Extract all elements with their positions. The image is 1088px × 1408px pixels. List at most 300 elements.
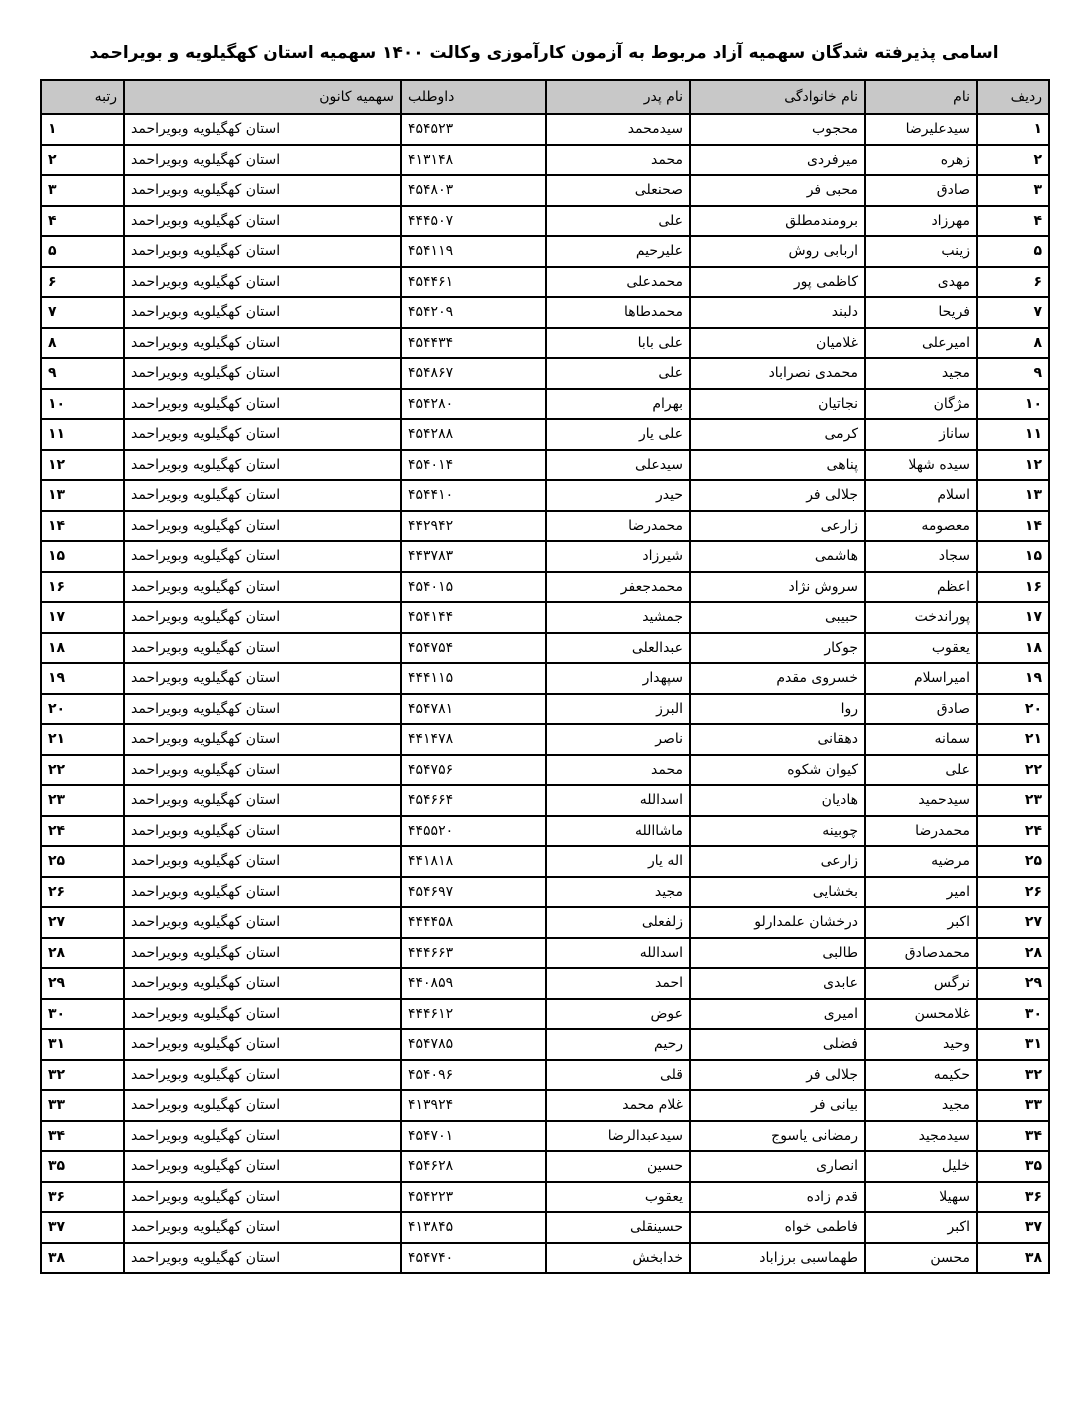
row-number-cell: ۲۳ [977, 785, 1049, 816]
father-name-cell: محمد [546, 755, 690, 786]
quota-cell: استان کهگیلویه وبویراحمد [124, 1090, 401, 1121]
quota-cell: استان کهگیلویه وبویراحمد [124, 1182, 401, 1213]
quota-cell: استان کهگیلویه وبویراحمد [124, 1151, 401, 1182]
rank-cell: ۲۱ [41, 724, 124, 755]
quota-cell: استان کهگیلویه وبویراحمد [124, 999, 401, 1030]
first-name-cell: مجید [865, 358, 977, 389]
quota-cell: استان کهگیلویه وبویراحمد [124, 755, 401, 786]
rank-cell: ۲۵ [41, 846, 124, 877]
first-name-cell: مجید [865, 1090, 977, 1121]
first-name-cell: سمانه [865, 724, 977, 755]
family-name-cell: عابدی [690, 968, 865, 999]
rank-cell: ۳۴ [41, 1121, 124, 1152]
row-number-cell: ۳۰ [977, 999, 1049, 1030]
quota-cell: استان کهگیلویه وبویراحمد [124, 511, 401, 542]
candidate-number-cell: ۴۵۴۷۸۵ [401, 1029, 546, 1060]
table-row [41, 297, 1049, 328]
family-name-cell: کیوان شکوه [690, 755, 865, 786]
rank-cell: ۱۳ [41, 480, 124, 511]
father-name-cell: احمد [546, 968, 690, 999]
table-row [41, 541, 1049, 572]
table-row [41, 602, 1049, 633]
table-row [41, 511, 1049, 542]
table-row [41, 1212, 1049, 1243]
quota-cell: استان کهگیلویه وبویراحمد [124, 206, 401, 237]
father-name-cell: محمدطاها [546, 297, 690, 328]
row-number-cell: ۱۳ [977, 480, 1049, 511]
rank-cell: ۳۵ [41, 1151, 124, 1182]
header-rank: رتبه [41, 80, 124, 114]
row-number-cell: ۶ [977, 267, 1049, 298]
family-name-cell: محبی فر [690, 175, 865, 206]
rank-cell: ۲۸ [41, 938, 124, 969]
table-row [41, 389, 1049, 420]
table-row [41, 267, 1049, 298]
rank-cell: ۲۴ [41, 816, 124, 847]
family-name-cell: زارعی [690, 846, 865, 877]
table-row [41, 877, 1049, 908]
family-name-cell: دهقانی [690, 724, 865, 755]
father-name-cell: اسدالله [546, 938, 690, 969]
table-row [41, 633, 1049, 664]
first-name-cell: فریحا [865, 297, 977, 328]
father-name-cell: سیدمحمد [546, 114, 690, 145]
quota-cell: استان کهگیلویه وبویراحمد [124, 846, 401, 877]
father-name-cell: ناصر [546, 724, 690, 755]
table-row [41, 846, 1049, 877]
first-name-cell: زینب [865, 236, 977, 267]
table-row [41, 1121, 1049, 1152]
first-name-cell: اعظم [865, 572, 977, 603]
candidate-number-cell: ۴۴۴۱۱۵ [401, 663, 546, 694]
first-name-cell: وحید [865, 1029, 977, 1060]
candidate-number-cell: ۴۴۰۸۵۹ [401, 968, 546, 999]
quota-cell: استان کهگیلویه وبویراحمد [124, 297, 401, 328]
candidate-number-cell: ۴۴۱۴۷۸ [401, 724, 546, 755]
row-number-cell: ۲۲ [977, 755, 1049, 786]
family-name-cell: محجوب [690, 114, 865, 145]
rank-cell: ۱۱ [41, 419, 124, 450]
table-row [41, 724, 1049, 755]
row-number-cell: ۸ [977, 328, 1049, 359]
row-number-cell: ۱۵ [977, 541, 1049, 572]
first-name-cell: ساناز [865, 419, 977, 450]
table-row [41, 358, 1049, 389]
first-name-cell: امیر [865, 877, 977, 908]
row-number-cell: ۷ [977, 297, 1049, 328]
candidate-number-cell: ۴۴۱۸۱۸ [401, 846, 546, 877]
quota-cell: استان کهگیلویه وبویراحمد [124, 145, 401, 176]
first-name-cell: اسلام [865, 480, 977, 511]
quota-cell: استان کهگیلویه وبویراحمد [124, 419, 401, 450]
rank-cell: ۳ [41, 175, 124, 206]
rank-cell: ۷ [41, 297, 124, 328]
family-name-cell: محمدی نصراباد [690, 358, 865, 389]
row-number-cell: ۱۲ [977, 450, 1049, 481]
first-name-cell: زهره [865, 145, 977, 176]
row-number-cell: ۲۹ [977, 968, 1049, 999]
rank-cell: ۲ [41, 145, 124, 176]
family-name-cell: حبیبی [690, 602, 865, 633]
father-name-cell: سیدعلی [546, 450, 690, 481]
rank-cell: ۶ [41, 267, 124, 298]
candidate-number-cell: ۴۵۴۲۰۹ [401, 297, 546, 328]
row-number-cell: ۱۶ [977, 572, 1049, 603]
father-name-cell: جمشید [546, 602, 690, 633]
father-name-cell: سیدعبدالرضا [546, 1121, 690, 1152]
father-name-cell: بهرام [546, 389, 690, 420]
table-row [41, 480, 1049, 511]
quota-cell: استان کهگیلویه وبویراحمد [124, 1212, 401, 1243]
first-name-cell: یعقوب [865, 633, 977, 664]
candidate-number-cell: ۴۵۴۰۱۵ [401, 572, 546, 603]
rank-cell: ۱۰ [41, 389, 124, 420]
father-name-cell: علی [546, 358, 690, 389]
rank-cell: ۳۸ [41, 1243, 124, 1274]
family-name-cell: امیری [690, 999, 865, 1030]
father-name-cell: البرز [546, 694, 690, 725]
rank-cell: ۱۵ [41, 541, 124, 572]
first-name-cell: سجاد [865, 541, 977, 572]
table-row [41, 907, 1049, 938]
rank-cell: ۱۸ [41, 633, 124, 664]
candidate-number-cell: ۴۱۳۱۴۸ [401, 145, 546, 176]
candidate-number-cell: ۴۴۴۶۶۳ [401, 938, 546, 969]
table-row [41, 816, 1049, 847]
father-name-cell: عوض [546, 999, 690, 1030]
row-number-cell: ۲۱ [977, 724, 1049, 755]
father-name-cell: قلی [546, 1060, 690, 1091]
father-name-cell: یعقوب [546, 1182, 690, 1213]
candidate-number-cell: ۴۵۴۶۶۴ [401, 785, 546, 816]
row-number-cell: ۱۴ [977, 511, 1049, 542]
first-name-cell: نرگس [865, 968, 977, 999]
candidate-number-cell: ۴۴۳۷۸۳ [401, 541, 546, 572]
father-name-cell: عبدالعلی [546, 633, 690, 664]
row-number-cell: ۳ [977, 175, 1049, 206]
rank-cell: ۱۲ [41, 450, 124, 481]
family-name-cell: دلبند [690, 297, 865, 328]
candidate-number-cell: ۴۵۴۷۵۴ [401, 633, 546, 664]
quota-cell: استان کهگیلویه وبویراحمد [124, 480, 401, 511]
candidate-number-cell: ۴۵۴۲۸۰ [401, 389, 546, 420]
row-number-cell: ۵ [977, 236, 1049, 267]
family-name-cell: جوکار [690, 633, 865, 664]
father-name-cell: اسدالله [546, 785, 690, 816]
table-header-row [41, 80, 1049, 114]
row-number-cell: ۳۶ [977, 1182, 1049, 1213]
family-name-cell: خسروی مقدم [690, 663, 865, 694]
family-name-cell: کاظمی پور [690, 267, 865, 298]
candidate-number-cell: ۴۵۴۲۲۳ [401, 1182, 546, 1213]
quota-cell: استان کهگیلویه وبویراحمد [124, 1029, 401, 1060]
table-row [41, 968, 1049, 999]
rank-cell: ۳۶ [41, 1182, 124, 1213]
family-name-cell: هاشمی [690, 541, 865, 572]
family-name-cell: جلالی فر [690, 480, 865, 511]
table-row [41, 1182, 1049, 1213]
row-number-cell: ۲ [977, 145, 1049, 176]
first-name-cell: مژگان [865, 389, 977, 420]
family-name-cell: روا [690, 694, 865, 725]
table-row [41, 419, 1049, 450]
father-name-cell: شیرزاد [546, 541, 690, 572]
family-name-cell: چوبینه [690, 816, 865, 847]
table-row [41, 450, 1049, 481]
first-name-cell: محمدرضا [865, 816, 977, 847]
first-name-cell: محمدصادق [865, 938, 977, 969]
header-quota: سهمیه کانون [124, 80, 401, 114]
candidate-number-cell: ۴۴۴۵۰۷ [401, 206, 546, 237]
table-body [41, 114, 1049, 1273]
father-name-cell: محمدجعفر [546, 572, 690, 603]
candidate-number-cell: ۴۵۴۱۱۹ [401, 236, 546, 267]
first-name-cell: سیدعلیرضا [865, 114, 977, 145]
row-number-cell: ۳۵ [977, 1151, 1049, 1182]
row-number-cell: ۲۸ [977, 938, 1049, 969]
father-name-cell: علیرحیم [546, 236, 690, 267]
first-name-cell: علی [865, 755, 977, 786]
family-name-cell: سروش نژاد [690, 572, 865, 603]
father-name-cell: محمد [546, 145, 690, 176]
family-name-cell: انصاری [690, 1151, 865, 1182]
candidate-number-cell: ۴۱۳۸۴۵ [401, 1212, 546, 1243]
father-name-cell: اله یار [546, 846, 690, 877]
first-name-cell: صادق [865, 694, 977, 725]
row-number-cell: ۳۱ [977, 1029, 1049, 1060]
rank-cell: ۲۹ [41, 968, 124, 999]
candidate-number-cell: ۴۵۴۶۹۷ [401, 877, 546, 908]
quota-cell: استان کهگیلویه وبویراحمد [124, 541, 401, 572]
page-title: اسامی پذیرفته شدگان سهمیه آزاد مربوط به آزمون کارآموزی وکالت ۱۴۰۰ سهمیه استان کهگیلویه و بویراحمد [89, 43, 999, 63]
first-name-cell: امیرعلی [865, 328, 977, 359]
rank-cell: ۲۷ [41, 907, 124, 938]
table-row [41, 206, 1049, 237]
row-number-cell: ۲۰ [977, 694, 1049, 725]
first-name-cell: مهرزاد [865, 206, 977, 237]
results-table [40, 79, 1050, 1274]
first-name-cell: سیدحمید [865, 785, 977, 816]
candidate-number-cell: ۴۴۴۴۵۸ [401, 907, 546, 938]
father-name-cell: مجید [546, 877, 690, 908]
table-row [41, 999, 1049, 1030]
first-name-cell: سیدمجید [865, 1121, 977, 1152]
quota-cell: استان کهگیلویه وبویراحمد [124, 114, 401, 145]
family-name-cell: غلامیان [690, 328, 865, 359]
father-name-cell: حسینقلی [546, 1212, 690, 1243]
first-name-cell: خلیل [865, 1151, 977, 1182]
table-row [41, 938, 1049, 969]
quota-cell: استان کهگیلویه وبویراحمد [124, 358, 401, 389]
candidate-number-cell: ۴۱۳۹۲۴ [401, 1090, 546, 1121]
candidate-number-cell: ۴۵۴۰۱۴ [401, 450, 546, 481]
father-name-cell: محمدعلی [546, 267, 690, 298]
father-name-cell: علی یار [546, 419, 690, 450]
row-number-cell: ۱۱ [977, 419, 1049, 450]
row-number-cell: ۳۲ [977, 1060, 1049, 1091]
rank-cell: ۳۲ [41, 1060, 124, 1091]
table-row [41, 1151, 1049, 1182]
father-name-cell: صحنعلی [546, 175, 690, 206]
family-name-cell: درخشان علمدارلو [690, 907, 865, 938]
row-number-cell: ۲۷ [977, 907, 1049, 938]
quota-cell: استان کهگیلویه وبویراحمد [124, 785, 401, 816]
table-row [41, 114, 1049, 145]
header-row-number: ردیف [977, 80, 1049, 114]
quota-cell: استان کهگیلویه وبویراحمد [124, 572, 401, 603]
first-name-cell: پوراندخت [865, 602, 977, 633]
candidate-number-cell: ۴۵۴۱۴۴ [401, 602, 546, 633]
row-number-cell: ۱۸ [977, 633, 1049, 664]
table-row [41, 785, 1049, 816]
table-row [41, 755, 1049, 786]
first-name-cell: سیده شهلا [865, 450, 977, 481]
candidate-number-cell: ۴۴۵۵۲۰ [401, 816, 546, 847]
quota-cell: استان کهگیلویه وبویراحمد [124, 663, 401, 694]
quota-cell: استان کهگیلویه وبویراحمد [124, 724, 401, 755]
family-name-cell: پناهی [690, 450, 865, 481]
candidate-number-cell: ۴۴۴۶۱۲ [401, 999, 546, 1030]
family-name-cell: طهماسبی برزاباد [690, 1243, 865, 1274]
rank-cell: ۵ [41, 236, 124, 267]
table-row [41, 145, 1049, 176]
quota-cell: استان کهگیلویه وبویراحمد [124, 968, 401, 999]
candidate-number-cell: ۴۵۴۴۶۱ [401, 267, 546, 298]
candidate-number-cell: ۴۴۲۹۴۲ [401, 511, 546, 542]
table-row [41, 1090, 1049, 1121]
father-name-cell: حیدر [546, 480, 690, 511]
table-row [41, 572, 1049, 603]
quota-cell: استان کهگیلویه وبویراحمد [124, 816, 401, 847]
row-number-cell: ۹ [977, 358, 1049, 389]
family-name-cell: قدم زاده [690, 1182, 865, 1213]
rank-cell: ۹ [41, 358, 124, 389]
rank-cell: ۱۷ [41, 602, 124, 633]
row-number-cell: ۲۵ [977, 846, 1049, 877]
quota-cell: استان کهگیلویه وبویراحمد [124, 328, 401, 359]
table-row [41, 1243, 1049, 1274]
candidate-number-cell: ۴۵۴۸۰۳ [401, 175, 546, 206]
quota-cell: استان کهگیلویه وبویراحمد [124, 602, 401, 633]
family-name-cell: نجاتیان [690, 389, 865, 420]
first-name-cell: سهیلا [865, 1182, 977, 1213]
row-number-cell: ۳۷ [977, 1212, 1049, 1243]
rank-cell: ۴ [41, 206, 124, 237]
first-name-cell: صادق [865, 175, 977, 206]
table-row [41, 1060, 1049, 1091]
quota-cell: استان کهگیلویه وبویراحمد [124, 236, 401, 267]
family-name-cell: فضلی [690, 1029, 865, 1060]
family-name-cell: بیانی فر [690, 1090, 865, 1121]
quota-cell: استان کهگیلویه وبویراحمد [124, 1060, 401, 1091]
family-name-cell: فاطمی خواه [690, 1212, 865, 1243]
rank-cell: ۳۰ [41, 999, 124, 1030]
rank-cell: ۲۰ [41, 694, 124, 725]
candidate-number-cell: ۴۵۴۰۹۶ [401, 1060, 546, 1091]
father-name-cell: محمدرضا [546, 511, 690, 542]
header-father: نام پدر [546, 80, 690, 114]
table-row [41, 236, 1049, 267]
father-name-cell: علی [546, 206, 690, 237]
first-name-cell: غلامحسن [865, 999, 977, 1030]
rank-cell: ۲۳ [41, 785, 124, 816]
table-row [41, 1029, 1049, 1060]
candidate-number-cell: ۴۵۴۷۴۰ [401, 1243, 546, 1274]
candidate-number-cell: ۴۵۴۷۸۱ [401, 694, 546, 725]
quota-cell: استان کهگیلویه وبویراحمد [124, 877, 401, 908]
quota-cell: استان کهگیلویه وبویراحمد [124, 175, 401, 206]
row-number-cell: ۳۴ [977, 1121, 1049, 1152]
rank-cell: ۸ [41, 328, 124, 359]
father-name-cell: علی بابا [546, 328, 690, 359]
father-name-cell: رحیم [546, 1029, 690, 1060]
row-number-cell: ۱۷ [977, 602, 1049, 633]
family-name-cell: هادیان [690, 785, 865, 816]
header-candidate: داوطلب [401, 80, 546, 114]
candidate-number-cell: ۴۵۴۵۲۳ [401, 114, 546, 145]
candidate-number-cell: ۴۵۴۷۰۱ [401, 1121, 546, 1152]
family-name-cell: جلالی فر [690, 1060, 865, 1091]
rank-cell: ۱۴ [41, 511, 124, 542]
quota-cell: استان کهگیلویه وبویراحمد [124, 694, 401, 725]
rank-cell: ۲۲ [41, 755, 124, 786]
quota-cell: استان کهگیلویه وبویراحمد [124, 907, 401, 938]
rank-cell: ۱۶ [41, 572, 124, 603]
table-row [41, 328, 1049, 359]
candidate-number-cell: ۴۵۴۴۳۴ [401, 328, 546, 359]
first-name-cell: معصومه [865, 511, 977, 542]
first-name-cell: مرضیه [865, 846, 977, 877]
family-name-cell: بخشایی [690, 877, 865, 908]
family-name-cell: میرفردی [690, 145, 865, 176]
candidate-number-cell: ۴۵۴۶۲۸ [401, 1151, 546, 1182]
candidate-number-cell: ۴۵۴۴۱۰ [401, 480, 546, 511]
table-row [41, 663, 1049, 694]
rank-cell: ۲۶ [41, 877, 124, 908]
first-name-cell: اکبر [865, 907, 977, 938]
family-name-cell: برومندمطلق [690, 206, 865, 237]
father-name-cell: زلفعلی [546, 907, 690, 938]
row-number-cell: ۱۹ [977, 663, 1049, 694]
first-name-cell: محسن [865, 1243, 977, 1274]
father-name-cell: خدابخش [546, 1243, 690, 1274]
father-name-cell: غلام محمد [546, 1090, 690, 1121]
first-name-cell: مهدی [865, 267, 977, 298]
candidate-number-cell: ۴۵۴۷۵۶ [401, 755, 546, 786]
quota-cell: استان کهگیلویه وبویراحمد [124, 633, 401, 664]
quota-cell: استان کهگیلویه وبویراحمد [124, 938, 401, 969]
candidate-number-cell: ۴۵۴۸۶۷ [401, 358, 546, 389]
row-number-cell: ۲۴ [977, 816, 1049, 847]
family-name-cell: اربابی روش [690, 236, 865, 267]
quota-cell: استان کهگیلویه وبویراحمد [124, 1243, 401, 1274]
row-number-cell: ۱ [977, 114, 1049, 145]
family-name-cell: طالبی [690, 938, 865, 969]
family-name-cell: کرمی [690, 419, 865, 450]
header-family: نام خانوادگی [690, 80, 865, 114]
quota-cell: استان کهگیلویه وبویراحمد [124, 1121, 401, 1152]
table-row [41, 175, 1049, 206]
rank-cell: ۳۱ [41, 1029, 124, 1060]
header-name: نام [865, 80, 977, 114]
first-name-cell: حکیمه [865, 1060, 977, 1091]
quota-cell: استان کهگیلویه وبویراحمد [124, 267, 401, 298]
rank-cell: ۱۹ [41, 663, 124, 694]
table-row [41, 694, 1049, 725]
family-name-cell: رمضانی یاسوج [690, 1121, 865, 1152]
quota-cell: استان کهگیلویه وبویراحمد [124, 389, 401, 420]
quota-cell: استان کهگیلویه وبویراحمد [124, 450, 401, 481]
